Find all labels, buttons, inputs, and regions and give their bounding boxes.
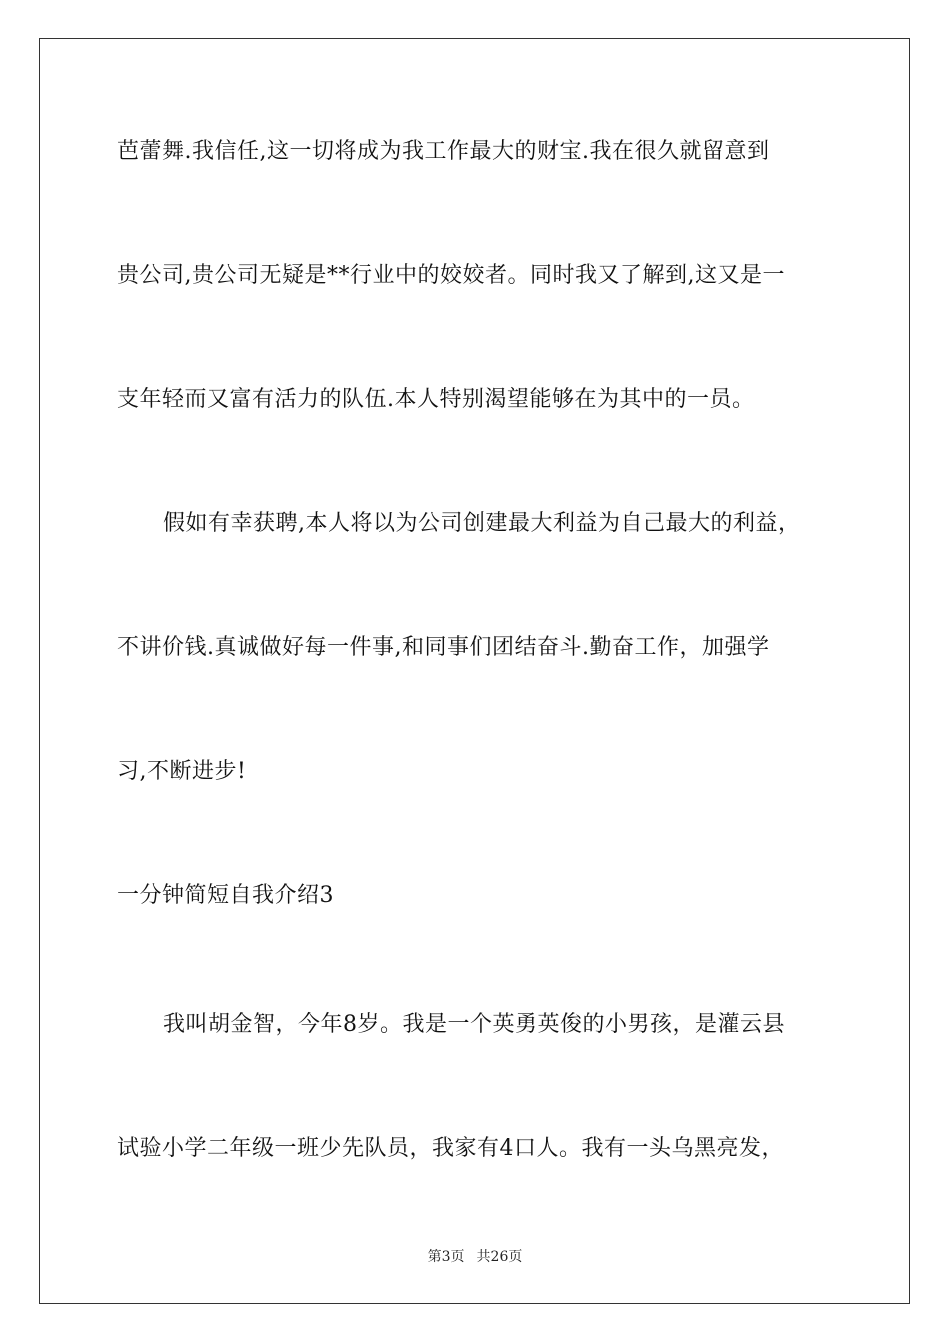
paragraph-line: 芭蕾舞.我信任,这一切将成为我工作最大的财宝.我在很久就留意到 [117,139,770,164]
page-total: 共26页 [476,1249,523,1265]
page-border [39,38,910,1304]
paragraph-line: 不讲价钱.真诚做好每一件事,和同事们团结奋斗.勤奋工作，加强学 [117,635,770,660]
paragraph-line: 我叫胡金智，今年8岁。我是一个英勇英俊的小男孩，是灌云县 [163,1012,785,1037]
paragraph-line: 习,不断进步! [117,759,247,784]
paragraph-line: 试验小学二年级一班少先队员，我家有4口人。我有一头乌黑亮发， [117,1136,784,1161]
page-footer [0,1248,950,1266]
paragraph-line: 贵公司,贵公司无疑是**行业中的姣姣者。同时我又了解到,这又是一 [117,263,785,288]
page-number: 第3页 [427,1249,465,1265]
paragraph-line: 假如有幸获聘,本人将以为公司创建最大利益为自己最大的利益， [163,511,801,536]
paragraph-line: 支年轻而又富有活力的队伍.本人特别渴望能够在为其中的一员。 [117,387,755,412]
section-heading: 一分钟简短自我介绍3 [117,883,334,908]
